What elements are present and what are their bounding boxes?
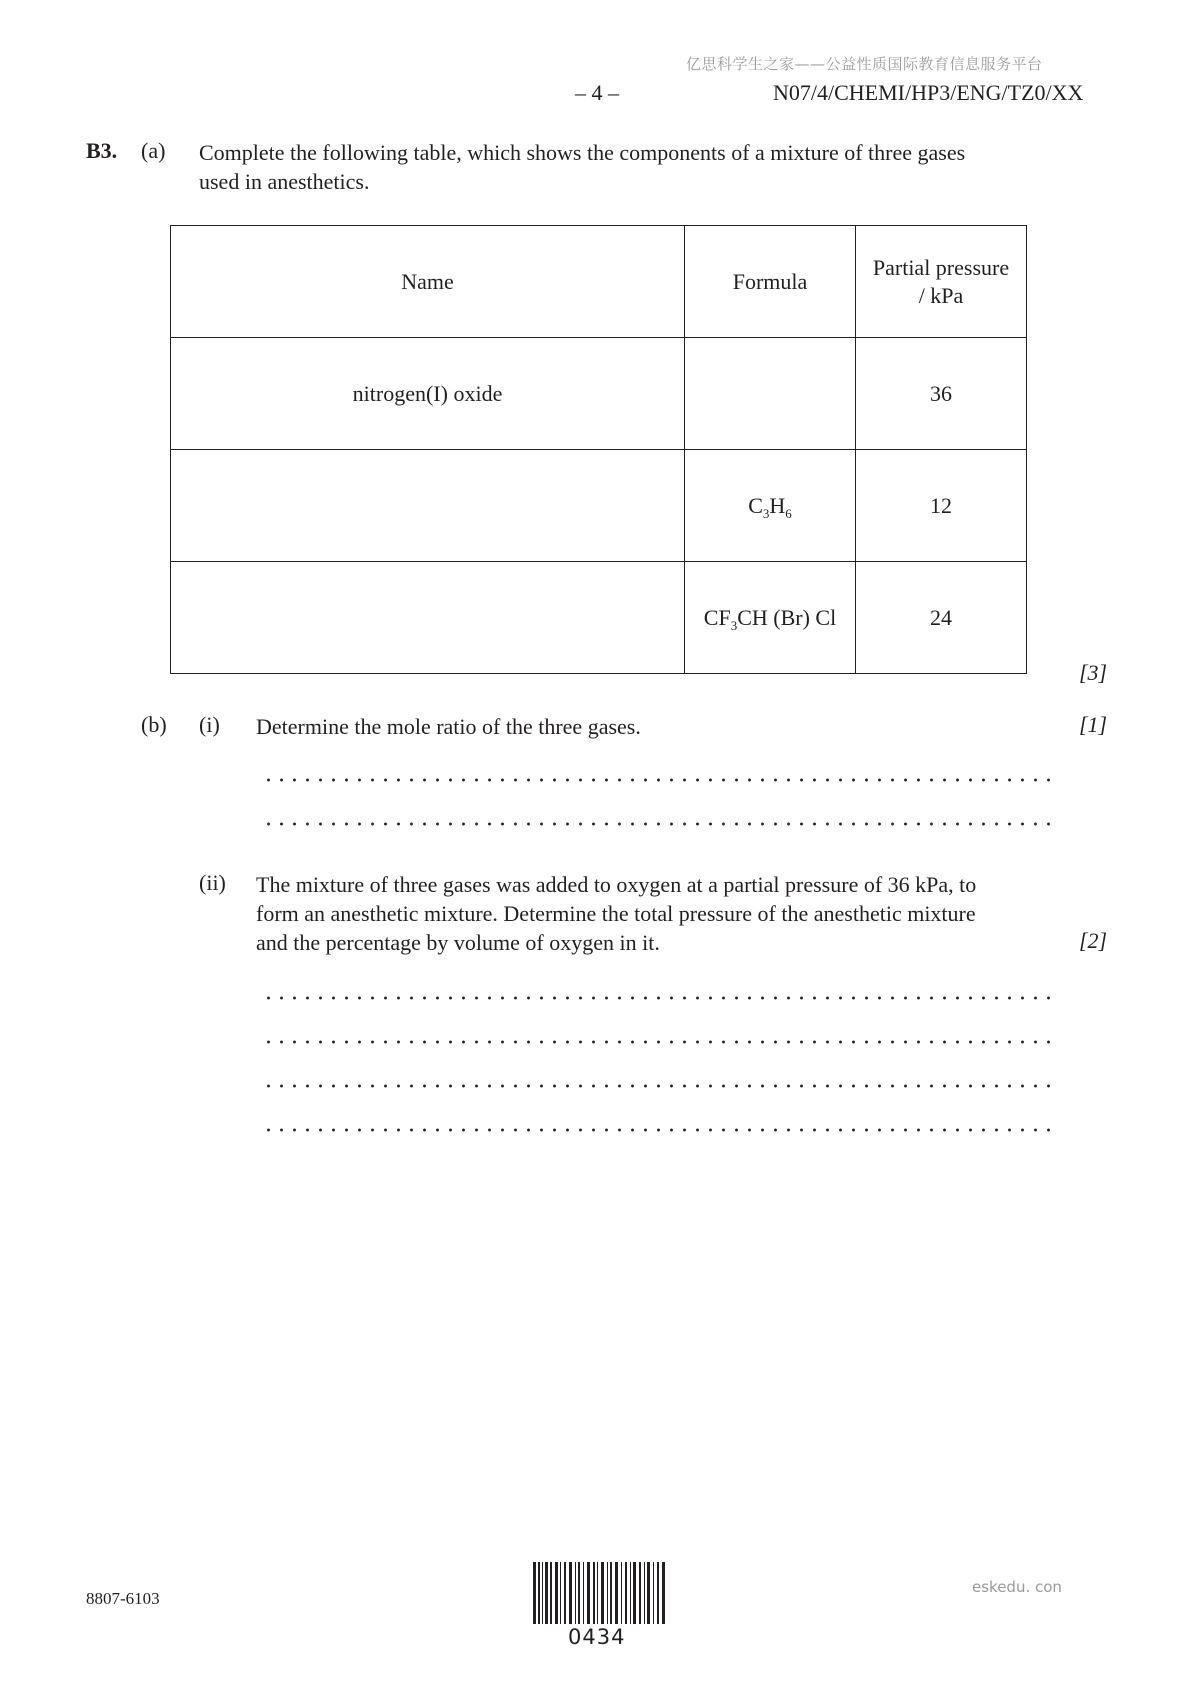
table-row	[171, 338, 1027, 450]
answer-line[interactable]	[262, 1126, 1052, 1134]
part-b-i-text: Determine the mole ratio of the three gases.	[256, 714, 641, 739]
answer-line[interactable]	[262, 820, 1052, 828]
part-b-i-marks: [1]	[1079, 712, 1108, 737]
part-b-ii-label: (ii)	[199, 870, 226, 895]
footer-code: 8807-6103	[86, 1589, 160, 1608]
answer-line[interactable]	[262, 1038, 1052, 1046]
part-b-ii-line-1: The mixture of three gases was added to oxygen at a partial pressure of 36 kPa, to	[256, 872, 977, 897]
table-header-row	[171, 226, 1027, 338]
answer-line[interactable]	[262, 994, 1052, 1002]
formula-part: CF	[703, 604, 731, 630]
header-name: Name	[171, 226, 685, 338]
formula-part: H	[769, 492, 786, 518]
part-a-text	[199, 138, 1059, 196]
formula-subscript: 3	[762, 505, 770, 521]
table-row	[171, 562, 1027, 674]
formula-part: C	[748, 492, 763, 518]
watermark-text: 亿思科学生之家——公益性质国际教育信息服务平台	[686, 55, 1043, 73]
gas-components-table	[170, 225, 1027, 674]
part-a-marks: [3]	[1079, 660, 1108, 685]
part-b-i-label: (i)	[199, 712, 220, 737]
answer-line[interactable]	[262, 776, 1052, 784]
part-a-line-2: used in anesthetics.	[199, 169, 370, 194]
question-number: B3.	[86, 138, 118, 163]
part-a-line-1: Complete the following table, which shows the components of a mixture of three gases	[199, 140, 966, 165]
paper-code: N07/4/CHEMI/HP3/ENG/TZ0/XX	[773, 80, 1084, 105]
cell-name: nitrogen(I) oxide	[171, 338, 685, 450]
formula-subscript: 3	[730, 617, 738, 633]
header-pressure-line-2: / kPa	[918, 282, 964, 308]
part-b-ii-marks: [2]	[1079, 928, 1108, 953]
answer-line[interactable]	[262, 1082, 1052, 1090]
barcode-number: 0434	[568, 1625, 626, 1649]
part-b-label: (b)	[141, 712, 167, 737]
cell-pressure: 12	[856, 450, 1027, 562]
page-number: – 4 –	[575, 80, 619, 105]
barcode-image	[533, 1562, 665, 1624]
cell-pressure: 36	[856, 338, 1027, 450]
cell-pressure: 24	[856, 562, 1027, 674]
cell-name[interactable]	[171, 450, 685, 562]
part-b-ii-line-3: and the percentage by volume of oxygen in it.	[256, 930, 660, 955]
header-pressure-line-1: Partial pressure	[872, 254, 1010, 280]
part-a-label: (a)	[141, 138, 166, 163]
cell-formula	[685, 562, 856, 674]
cell-formula	[685, 450, 856, 562]
part-b-ii-line-2: form an anesthetic mixture. Determine the total pressure of the anesthetic mixture	[256, 901, 976, 926]
table-row	[171, 450, 1027, 562]
cell-name[interactable]	[171, 562, 685, 674]
formula-subscript: 6	[785, 505, 792, 521]
formula-part: CH (Br) Cl	[737, 604, 837, 630]
header-formula: Formula	[685, 226, 856, 338]
header-pressure	[856, 226, 1027, 338]
footer-site: eskedu. con	[972, 1578, 1062, 1596]
part-b-ii-text	[256, 870, 1056, 957]
cell-formula[interactable]	[685, 338, 856, 450]
